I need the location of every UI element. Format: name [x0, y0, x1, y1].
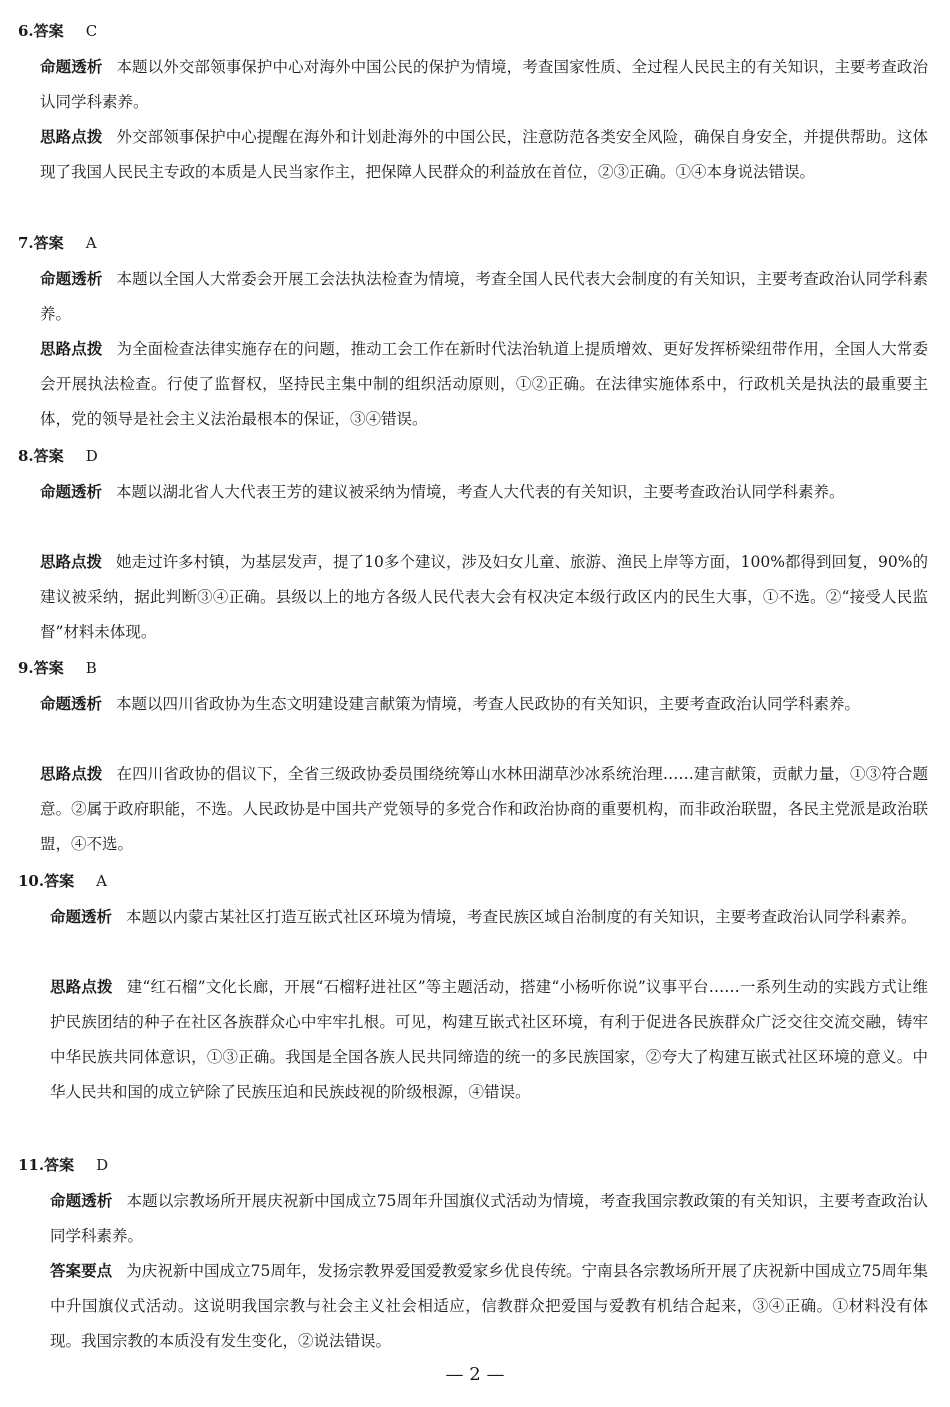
answer-label: 答案: [44, 1156, 75, 1174]
answer-label: 答案: [33, 22, 64, 40]
answer-value: A: [85, 234, 97, 252]
answer-label: 答案: [44, 872, 75, 890]
analysis-label: 命题透析: [40, 483, 103, 501]
answer-label: 答案: [33, 659, 64, 677]
answer-value: C: [85, 22, 98, 40]
analysis-block: [40, 50, 928, 120]
analysis-text: 本题以外交部领事保护中心对海外中国公民的保护为情境，考查国家性质、全过程人民民主的有关知识，主要考查政治认同学科素养。: [40, 58, 928, 111]
question-number: 7.: [18, 234, 34, 252]
hint-label: 答案要点: [50, 1262, 113, 1280]
analysis-label: 命题透析: [50, 908, 113, 926]
answer-line: [18, 443, 98, 469]
analysis-text: 本题以宗教场所开展庆祝新中国成立75周年升国旗仪式活动为情境，考查我国宗教政策的有关知识，主要考查政治认同学科素养。: [50, 1192, 928, 1245]
hint-block: [50, 1254, 928, 1359]
question-number: 9.: [18, 659, 34, 677]
answer-line: [18, 18, 97, 44]
analysis-label: 命题透析: [40, 270, 103, 288]
analysis-text: 本题以湖北省人大代表王芳的建议被采纳为情境，考查人大代表的有关知识，主要考查政治认同学科素养。: [116, 483, 845, 501]
hint-block: [40, 545, 928, 650]
analysis-text: 本题以全国人大常委会开展工会法执法检查为情境，考查全国人民代表大会制度的有关知识，主要考查政治认同学科素养。: [40, 270, 928, 323]
question-number: 6.: [18, 22, 34, 40]
hint-label: 思路点拨: [40, 765, 103, 783]
analysis-block: [40, 687, 928, 722]
answer-value: A: [96, 872, 107, 890]
answer-value: D: [96, 1156, 109, 1174]
hint-block: [50, 970, 928, 1110]
hint-text: 建“红石榴”文化长廊，开展“石榴籽进社区”等主题活动，搭建“小杨听你说”议事平台……一系列生动的实践方式让维护民族团结的种子在社区各族群众心中牢牢扎根。可见，构建互嵌式社区环境，有利于促进各民族群众广泛交往交流交融，铸牢中华民族共同体意识，①③正确。我国是全国各族人民共同缔造的统一的多民族国家，②夸大了构建互嵌式社区环境的意义。中华人民共和国的成立铲除了民族压迫和民族歧视的阶级根源，④错误。: [50, 978, 928, 1101]
analysis-text: 本题以四川省政协为生态文明建设建言献策为情境，考查人民政协的有关知识，主要考查政治认同学科素养。: [116, 695, 861, 713]
answer-label: 答案: [33, 447, 64, 465]
hint-label: 思路点拨: [40, 340, 103, 358]
analysis-block: [40, 262, 928, 332]
analysis-label: 命题透析: [50, 1192, 113, 1210]
question-number: 8.: [18, 447, 34, 465]
answer-line: [18, 655, 97, 681]
answer-line: [18, 868, 107, 894]
hint-block: [40, 757, 928, 862]
analysis-label: 命题透析: [40, 695, 103, 713]
hint-text: 为庆祝新中国成立75周年，发扬宗教界爱国爱教爱家乡优良传统。宁南县各宗教场所开展了庆祝新中国成立75周年集中升国旗仪式活动。这说明我国宗教与社会主义社会相适应，信教群众把爱国与爱教有机结合起来，③④正确。①材料没有体现。我国宗教的本质没有发生变化，②说法错误。: [50, 1262, 928, 1350]
answer-line: [18, 1152, 108, 1178]
answer-label: 答案: [33, 234, 64, 252]
analysis-block: [40, 475, 928, 510]
hint-label: 思路点拨: [50, 978, 113, 996]
hint-text: 外交部领事保护中心提醒在海外和计划赴海外的中国公民，注意防范各类安全风险，确保自身安全，并提供帮助。这体现了我国人民民主专政的本质是人民当家作主，把保障人民群众的利益放在首位，②③正确。①④本身说法错误。: [40, 128, 928, 181]
analysis-text: 本题以内蒙古某社区打造互嵌式社区环境为情境，考查民族区域自治制度的有关知识，主要考查政治认同学科素养。: [126, 908, 917, 926]
hint-label: 思路点拨: [40, 128, 103, 146]
hint-text: 在四川省政协的倡议下，全省三级政协委员围绕统筹山水林田湖草沙冰系统治理……建言献策，贡献力量，①③符合题意。②属于政府职能，不选。人民政协是中国共产党领导的多党合作和政治协商的重要机构，而非政治联盟，各民主党派是政治联盟，④不选。: [40, 765, 928, 853]
answer-value: D: [85, 447, 98, 465]
hint-block: [40, 332, 928, 437]
hint-text: 她走过许多村镇，为基层发声，提了10多个建议，涉及妇女儿童、旅游、渔民上岸等方面，100%都得到回复，90%的建议被采纳，据此判断③④正确。县级以上的地方各级人民代表大会有权决定本级行政区内的民生大事，①不选。②“接受人民监督”材料未体现。: [40, 553, 928, 641]
analysis-label: 命题透析: [40, 58, 103, 76]
hint-block: [40, 120, 928, 190]
question-number: 11.: [18, 1156, 45, 1174]
question-number: 10.: [18, 872, 45, 890]
hint-text: 为全面检查法律实施存在的问题，推动工会工作在新时代法治轨道上提质增效、更好发挥桥梁纽带作用，全国人大常委会开展执法检查。行使了监督权，坚持民主集中制的组织活动原则，①②正确。在法律实施体系中，行政机关是执法的最重要主体，党的领导是社会主义法治最根本的保证，③④错误。: [40, 340, 928, 428]
hint-label: 思路点拨: [40, 553, 103, 571]
analysis-block: [50, 1184, 928, 1254]
page-number: — 2 —: [445, 1364, 505, 1385]
answer-value: B: [85, 659, 97, 677]
analysis-block: [50, 900, 928, 935]
answer-line: [18, 230, 97, 256]
